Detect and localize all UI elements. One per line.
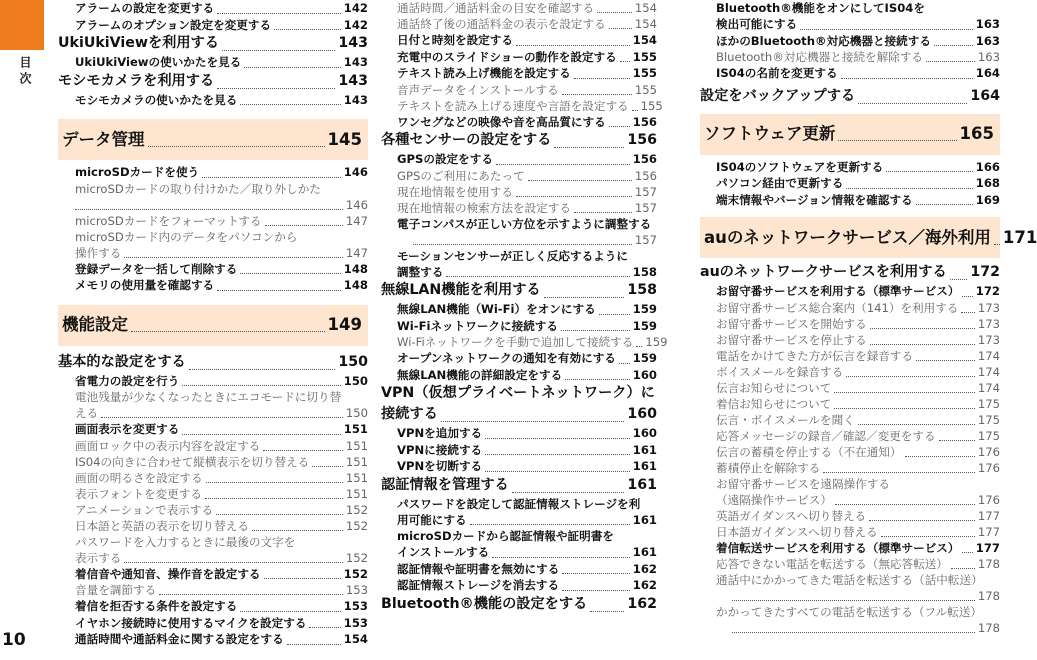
toc-entry-page: 174 — [977, 348, 1000, 363]
dot-leader — [216, 514, 343, 515]
dot-leader — [574, 212, 632, 213]
toc-section[interactable]: 設定をバックアップする 164 — [700, 87, 1000, 104]
toc-entry-title: 英語ガイダンスへ切り替える — [716, 508, 867, 523]
toc-entry-title: 認証情報ストレージを消去する — [397, 578, 560, 592]
toc-entry[interactable]: 用可能にする 161 — [397, 512, 657, 527]
dot-leader — [961, 312, 974, 313]
toc-entry-title: VPNに接続する — [397, 442, 483, 457]
toc-entry-page: 168 — [975, 176, 1000, 190]
dot-leader — [916, 360, 975, 361]
dot-leader — [574, 78, 630, 79]
toc-entry[interactable] — [381, 367, 657, 384]
dot-leader — [182, 434, 340, 435]
dot-leader — [926, 61, 975, 62]
dot-leader — [309, 627, 340, 628]
toc-entry[interactable] — [700, 283, 1000, 300]
toc-entry[interactable]: える 150 — [75, 406, 368, 420]
toc-entry[interactable]: 178 — [700, 588, 1000, 604]
toc-entry-page: 155 — [632, 66, 657, 80]
toc-entry-page: 173 — [977, 332, 1000, 347]
toc-entry[interactable] — [58, 438, 368, 454]
toc-entry[interactable] — [58, 598, 368, 615]
dot-leader — [841, 78, 973, 79]
toc-entry-page: 160 — [632, 426, 657, 440]
toc-entry[interactable] — [700, 396, 1000, 412]
dot-leader — [485, 438, 630, 439]
toc-entry-page: 152 — [343, 566, 368, 581]
toc-entry-title: Wi-Fiネットワークを手動で追加して接続する — [397, 335, 634, 349]
dot-leader — [823, 472, 975, 473]
toc-entry[interactable] — [381, 114, 657, 131]
toc-section[interactable]: 各種センサーの設定をする 156 — [381, 132, 657, 148]
toc-entry-line[interactable]: 電子コンパスが正しい方位を示すように調整する — [397, 216, 652, 231]
toc-column-3 — [700, 0, 1037, 636]
toc-entry-title: 着信音や通知音、操作音を設定する — [75, 566, 261, 581]
toc-entry-page: 151 — [345, 486, 368, 501]
toc-entry-title: アニメーションで表示する — [75, 502, 214, 517]
toc-entry-page: 155 — [632, 49, 657, 64]
toc-entry-page: 174 — [977, 380, 1000, 395]
dot-leader — [312, 466, 343, 467]
toc-entry[interactable]: 省電力の設定を行う 150 — [75, 373, 368, 388]
toc-entry-page: 163 — [977, 50, 1000, 64]
toc-entry-page: 176 — [977, 444, 1000, 459]
toc-entry[interactable] — [700, 159, 1000, 176]
toc-entry[interactable]: UkiUkiViewの使いかたを見る 143 — [75, 55, 368, 69]
dot-leader — [609, 28, 632, 29]
toc-entry[interactable]: 登録データを一括して削除する 148 — [75, 261, 368, 276]
toc-entry[interactable]: 操作する 147 — [75, 245, 368, 260]
toc-entry-title: 画面ロック中の表示内容を設定する — [75, 438, 261, 453]
toc-entry-page: 177 — [977, 524, 1000, 539]
toc-entry-title: 日本語ガイダンスへ切り替える — [716, 524, 878, 539]
toc-entry-page: 173 — [977, 316, 1000, 331]
toc-entry-page: 151 — [345, 454, 368, 469]
toc-entry[interactable] — [700, 332, 1000, 348]
toc-entry-title: 着信を拒否する条件を設定する — [75, 599, 238, 613]
toc-entry-title: 通話時間や通話料金に関する設定をする — [75, 632, 284, 646]
toc-entry-title: 電話をかけてきた方が伝言を録音する — [716, 348, 914, 363]
toc-entry[interactable] — [700, 364, 1000, 380]
toc-entry[interactable] — [381, 151, 657, 168]
toc-entry[interactable] — [700, 556, 1000, 572]
toc-entry[interactable]: 146 — [58, 197, 368, 213]
toc-entry-page: 156 — [632, 114, 657, 129]
toc-section[interactable]: UkiUkiViewを利用する 143 — [58, 35, 368, 51]
toc-entry[interactable] — [58, 631, 368, 648]
toc-entry[interactable] — [700, 380, 1000, 396]
toc-entry[interactable] — [700, 460, 1000, 476]
dot-leader — [858, 424, 975, 425]
toc-entry[interactable] — [700, 348, 1000, 364]
toc-entry-title: 現在地情報を使用する — [397, 184, 513, 199]
toc-entry-title: 日付と時刻を設定する — [397, 33, 513, 47]
dot-leader — [264, 578, 341, 579]
toc-entry[interactable] — [700, 65, 1000, 82]
toc-entry-page: 178 — [977, 557, 1000, 571]
toc-entry[interactable] — [381, 98, 663, 114]
toc-entry[interactable] — [381, 577, 657, 594]
toc-entry[interactable]: microSDカードをフォーマットする 147 — [75, 213, 368, 228]
toc-entry[interactable] — [58, 502, 368, 518]
toc-entry[interactable]: メモリの使用量を確認する 148 — [75, 278, 368, 292]
toc-entry-title: テキストを読み上げる速度や言語を設定する — [397, 98, 629, 113]
toc-entry[interactable] — [700, 49, 1000, 65]
dot-leader — [916, 204, 973, 205]
toc-entry-page: 154 — [634, 17, 657, 31]
toc-entry[interactable] — [381, 82, 657, 98]
toc-entry-page: 152 — [345, 518, 368, 533]
dot-leader — [870, 344, 975, 345]
toc-entry-page: 177 — [977, 508, 1000, 523]
dot-leader — [870, 328, 975, 329]
toc-entry-title: 応答メッセージの録音／確認／変更をする — [716, 428, 936, 443]
index-side-tab[interactable] — [0, 0, 44, 660]
dot-leader — [565, 379, 630, 380]
toc-entry-title: お留守番サービスを停止する — [716, 332, 867, 347]
dot-leader — [562, 94, 632, 95]
toc-entry[interactable] — [58, 615, 368, 632]
toc-entry-title: 認証情報や証明書を無効にする — [397, 561, 560, 576]
toc-entry-title: 応答できない電話を転送する（無応答転送） — [716, 557, 948, 571]
toc-entry[interactable]: 表示する 152 — [75, 550, 368, 565]
toc-entry-title: テキスト読み上げ機能を設定する — [397, 66, 571, 80]
toc-entry-line[interactable]: パスワードを設定して認証情報ストレージを利 — [397, 496, 641, 511]
toc-entry-page: 153 — [343, 599, 368, 613]
toc-entry[interactable] — [58, 454, 368, 470]
toc-entry[interactable] — [700, 524, 1000, 540]
toc-entry[interactable] — [700, 412, 1000, 428]
toc-entry-line[interactable]: お留守番サービスを遠隔操作する — [716, 476, 890, 491]
dot-leader — [951, 568, 975, 569]
toc-entry-page: 169 — [975, 192, 1000, 207]
dot-leader — [287, 644, 341, 645]
dot-leader — [516, 196, 632, 197]
toc-entry[interactable] — [58, 566, 368, 583]
toc-entry-title: 充電中のスライドショーの動作を設定する — [397, 49, 617, 64]
toc-entry-title: お留守番サービスを利用する（標準サービス） — [716, 284, 960, 298]
toc-column-1 — [58, 0, 368, 648]
toc-entry-line[interactable]: microSDカードの取り付けかた／取り外しかた — [75, 181, 321, 196]
toc-entry-page: 159 — [645, 335, 668, 349]
dot-leader — [252, 530, 343, 531]
toc-entry-title: 画面の明るさを設定する — [75, 470, 203, 485]
toc-entry-page: 166 — [975, 159, 1000, 174]
toc-entry-title: 無線LAN機能（Wi-Fi）をオンにする — [397, 302, 596, 316]
toc-entry[interactable] — [700, 540, 1000, 557]
toc-entry-page: 159 — [632, 302, 657, 316]
dot-leader — [485, 471, 630, 472]
dot-leader — [962, 552, 972, 553]
toc-entry-page: 142 — [343, 1, 368, 15]
toc-entry-line[interactable]: 通話中にかかってきた電話を転送する（話中転送） — [716, 573, 983, 587]
dot-leader — [939, 440, 975, 441]
dot-leader — [846, 188, 972, 189]
toc-entry-title: 無線LAN機能の詳細設定をする — [397, 367, 563, 382]
toc-entry[interactable] — [700, 444, 1000, 460]
index-label: 目次 — [18, 56, 32, 88]
toc-entry-title: イヤホン接続時に使用するマイクを設定する — [75, 615, 307, 630]
toc-entry-page: 142 — [343, 17, 368, 32]
toc-entry[interactable] — [381, 65, 657, 82]
toc-entry-page: 152 — [345, 502, 368, 517]
toc-entry-title: IS04のソフトウェアを更新する — [716, 159, 884, 174]
toc-entry-title: 通話時間／通話料金の目安を確認する — [397, 1, 595, 15]
chapter-heading-software[interactable]: ソフトウェア更新 165 — [700, 113, 1000, 155]
toc-entry-title: パソコン経由で更新する — [716, 176, 844, 190]
toc-entry-page: 154 — [343, 632, 368, 646]
dot-leader — [599, 314, 630, 315]
toc-entry-title: アラームのオプション設定を変更する — [75, 17, 272, 32]
toc-entry-title: ボイスメールを録音する — [716, 364, 844, 379]
toc-entry-page: 156 — [632, 152, 657, 166]
dot-leader — [869, 520, 975, 521]
toc-entry[interactable] — [700, 316, 1000, 332]
dot-leader — [217, 13, 341, 14]
toc-entry-title: 伝言・ボイスメールを聞く — [716, 412, 855, 427]
dot-leader — [205, 498, 343, 499]
toc-entry[interactable]: （遠隔操作サービス） 176 — [716, 492, 1000, 507]
toc-entry-page: 164 — [975, 66, 1000, 80]
toc-entry[interactable] — [700, 175, 1000, 192]
toc-entry[interactable]: インストールする 161 — [397, 545, 657, 559]
toc-entry-page: 159 — [632, 318, 657, 333]
toc-entry-line[interactable]: microSDカード内のデータをパソコンから — [75, 229, 298, 244]
toc-entry[interactable] — [58, 17, 368, 34]
dot-leader — [846, 376, 975, 377]
toc-entry-page: 163 — [975, 33, 1000, 48]
toc-section[interactable]: モシモカメラを利用する 143 — [58, 72, 368, 89]
toc-entry-title: ワンセグなどの映像や音を高品質にする — [397, 114, 606, 129]
toc-entry-page: 174 — [977, 364, 1000, 379]
toc-entry[interactable]: 178 — [700, 620, 1000, 636]
toc-entry[interactable] — [58, 582, 368, 598]
toc-entry[interactable] — [381, 442, 657, 459]
toc-entry[interactable] — [381, 561, 657, 578]
toc-entry[interactable] — [700, 428, 1000, 444]
dot-leader — [562, 590, 630, 591]
toc-entry-page: 175 — [977, 428, 1000, 443]
dot-leader — [159, 594, 343, 595]
toc-entry[interactable] — [700, 33, 1000, 50]
toc-entry-page: 162 — [632, 561, 657, 576]
dot-leader — [962, 296, 972, 297]
toc-entry[interactable]: microSDカードを使う 146 — [75, 165, 368, 179]
toc-entry[interactable] — [58, 486, 368, 502]
toc-entry-page: 156 — [634, 168, 657, 183]
dot-leader — [886, 171, 973, 172]
toc-entry[interactable] — [381, 0, 657, 16]
toc-entry-line[interactable]: microSDカードから認証情報や証明書を — [397, 529, 614, 543]
toc-entry[interactable] — [381, 16, 657, 32]
toc-entry[interactable] — [381, 32, 657, 49]
toc-entry-page: 153 — [343, 615, 368, 630]
toc-column-2 — [381, 0, 668, 615]
dot-leader — [206, 482, 343, 483]
toc-entry-title: 伝言お知らせについて — [716, 380, 832, 395]
dot-leader — [561, 330, 630, 331]
toc-entry-title: Bluetooth®対応機器と接続を解除する — [716, 50, 924, 64]
toc-entry-title: 着信転送サービスを利用する（標準サービス） — [716, 540, 960, 555]
toc-entry-title: 蓄積停止を解除する — [716, 460, 821, 475]
toc-entry-title: 伝言の蓄積を停止する（不在通知） — [716, 444, 902, 459]
dot-leader — [934, 45, 973, 46]
toc-section[interactable]: Bluetooth®機能の設定をする 162 — [381, 595, 657, 612]
toc-entry-page: 154 — [632, 33, 657, 47]
toc-entry-title: Wi-Fiネットワークに接続する — [397, 318, 558, 333]
toc-entry-title: IS04の名前を変更する — [716, 66, 838, 80]
toc-entry[interactable] — [381, 184, 657, 200]
toc-entry-title: アラームの設定を変更する — [75, 1, 215, 15]
dot-leader — [240, 611, 340, 612]
toc-entry-page: 173 — [977, 300, 1000, 315]
toc-entry-title: GPSのご利用にあたって — [397, 168, 525, 183]
dot-leader — [274, 29, 341, 30]
toc-entry-page: 159 — [632, 351, 657, 365]
toc-entry-title: 日本語と英語の表示を切り替える — [75, 518, 249, 533]
dot-leader — [485, 454, 630, 455]
dot-leader — [562, 573, 629, 574]
toc-entry-title: ほかのBluetooth®対応機器と接続する — [716, 33, 931, 48]
toc-entry[interactable] — [700, 300, 1000, 316]
toc-entry[interactable] — [381, 425, 657, 442]
toc-entry[interactable] — [700, 192, 1000, 209]
toc-entry-title: 表示フォントを変更する — [75, 486, 202, 501]
dot-leader — [528, 180, 632, 181]
toc-entry[interactable] — [58, 518, 368, 534]
toc-entry-page: 155 — [634, 82, 657, 97]
toc-entry[interactable] — [700, 508, 1000, 524]
toc-entry-page: 161 — [632, 442, 657, 457]
dot-leader — [516, 45, 630, 46]
toc-section[interactable]: 認証情報を管理する 161 — [381, 476, 657, 493]
dot-leader — [834, 392, 975, 393]
toc-entry[interactable] — [381, 301, 657, 318]
toc-entry[interactable] — [58, 470, 368, 486]
toc-entry-line[interactable]: 電池残量が少なくなったときにエコモードに切り替 — [75, 390, 342, 404]
toc-entry-page: 154 — [634, 1, 657, 15]
toc-entry-page: 157 — [634, 200, 657, 215]
dot-leader — [905, 456, 975, 457]
toc-entry[interactable] — [58, 0, 368, 17]
toc-entry-line[interactable]: パスワードを入力するときに最後の文字を — [75, 534, 296, 549]
toc-entry-page: 160 — [632, 367, 657, 382]
chapter-heading-au[interactable]: auのネットワークサービス／海外利用 171 — [700, 216, 1000, 258]
toc-section[interactable]: 基本的な設定をする 150 — [58, 353, 368, 370]
toc-entry-page: 172 — [975, 284, 1000, 298]
toc-entry-title: 音量を調節する — [75, 583, 157, 597]
toc-section[interactable]: 接続する 160 — [381, 406, 657, 422]
toc-entry-line[interactable]: かかってきたすべての電話を転送する（フル転送） — [716, 605, 982, 619]
toc-entry[interactable] — [381, 49, 657, 66]
toc-entry-title: 音声データをインストールする — [397, 82, 559, 97]
toc-entry-page: 153 — [345, 583, 368, 597]
toc-entry-title: お留守番サービスを開始する — [716, 316, 867, 331]
toc-entry-title: 画面表示を変更する — [75, 422, 180, 436]
toc-entry[interactable]: 検出可能にする 163 — [716, 17, 1000, 31]
toc-entry[interactable] — [381, 350, 657, 367]
toc-entry-page: 177 — [975, 540, 1000, 555]
toc-entry[interactable]: 調整する 158 — [397, 264, 657, 279]
toc-entry[interactable]: 157 — [381, 232, 657, 248]
chapter-heading-data[interactable]: データ管理 145 — [58, 118, 368, 160]
toc-entry-line[interactable]: モーションセンサーが正しく反応するように — [397, 248, 628, 263]
dot-leader — [632, 110, 638, 111]
toc-entry-title: オープンネットワークの通知を有効にする — [397, 351, 616, 365]
toc-entry-page: 155 — [640, 98, 663, 113]
toc-entry[interactable]: モシモカメラの使いかたを見る 143 — [75, 92, 368, 107]
page-number: 10 — [2, 630, 26, 650]
toc-entry-title: 着信お知らせについて — [716, 396, 832, 411]
toc-entry-title: GPSの設定をする — [397, 152, 493, 166]
dot-leader — [834, 408, 975, 409]
toc-entry-page: 157 — [634, 184, 657, 199]
toc-entry-title: VPNを切断する — [397, 459, 483, 473]
toc-entry-page: 151 — [345, 438, 368, 453]
dot-leader — [609, 126, 630, 127]
dot-leader — [496, 164, 630, 165]
toc-entry[interactable] — [381, 334, 668, 350]
toc-entry-line[interactable]: Bluetooth®機能をオンにしてIS04を — [716, 1, 925, 15]
toc-entry-title: VPNを追加する — [397, 426, 483, 440]
toc-entry-title: お留守番サービス総合案内（141）を利用する — [716, 300, 959, 315]
toc-entry-page: 175 — [977, 396, 1000, 411]
toc-entry-title: IS04の向きに合わせて縦横表示を切り替える — [75, 454, 310, 469]
dot-leader — [620, 61, 630, 62]
chapter-heading-settings[interactable]: 機能設定 149 — [58, 304, 368, 346]
toc-entry-page: 161 — [632, 459, 657, 473]
toc-entry-title: 端末情報やバージョン情報を確認する — [716, 192, 913, 207]
toc-entry[interactable] — [58, 421, 368, 438]
toc-entry[interactable] — [381, 200, 657, 216]
toc-entry[interactable] — [381, 168, 657, 184]
toc-entry-page: 175 — [977, 412, 1000, 427]
toc-entry-page: 151 — [345, 470, 368, 485]
toc-entry-title: 現在地情報の検索方法を設定する — [397, 200, 571, 215]
dot-leader — [597, 12, 632, 13]
toc-entry-page: 176 — [977, 460, 1000, 475]
toc-entry-page: 162 — [632, 578, 657, 592]
chapter-color-marker — [0, 0, 44, 50]
dot-leader — [881, 536, 975, 537]
toc-entry[interactable] — [381, 318, 657, 335]
toc-section[interactable]: auのネットワークサービスを利用する 172 — [700, 264, 1000, 280]
toc-entry[interactable] — [381, 458, 657, 475]
toc-section[interactable]: 無線LAN機能を利用する 158 — [381, 282, 657, 298]
dot-leader — [619, 363, 630, 364]
toc-section-line[interactable]: VPN（仮想プライベートネットワーク）に — [381, 385, 655, 401]
dot-leader — [263, 450, 343, 451]
dot-leader — [636, 346, 642, 347]
toc-entry-page: 151 — [343, 422, 368, 436]
toc-entry-title: 通話終了後の通話料金の表示を設定する — [397, 17, 606, 31]
